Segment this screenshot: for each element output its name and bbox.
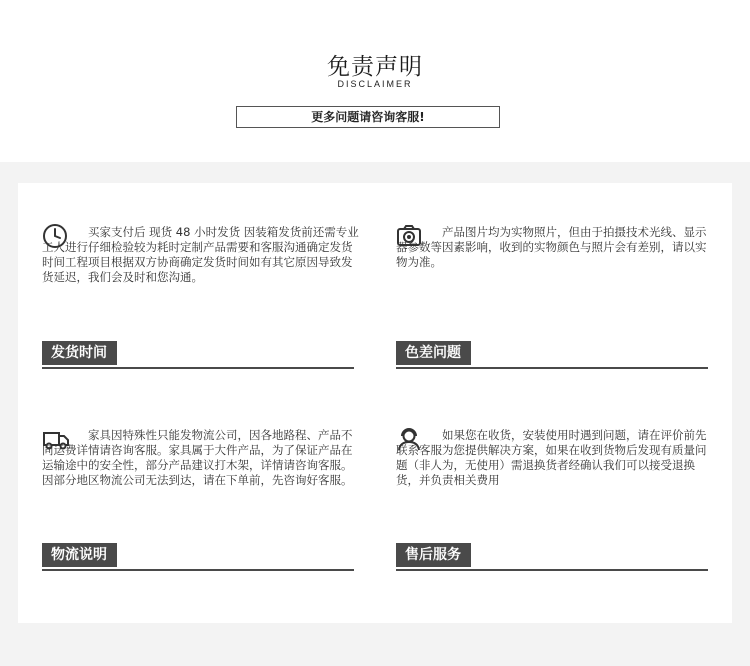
disclaimer-card <box>18 183 732 623</box>
header-area <box>0 0 750 162</box>
divider <box>396 569 708 571</box>
section-label-shipping-time <box>42 341 354 369</box>
page-subtitle: DISCLAIMER <box>337 79 413 89</box>
section-label: 色差问题 <box>396 341 471 365</box>
contact-notice-box: 更多问题请咨询客服! <box>236 106 500 128</box>
divider <box>42 569 354 571</box>
section-text: 买家支付后 现货 48 小时发货 因装箱发货前还需专业工人进行仔细检验较为耗时定制产品需要和客服沟通确定发货时间工程项目根据双方协商确定发货时间如有其它原因导致发货延迟，我们会及时和您沟通。 <box>42 225 359 284</box>
section-label-color-difference <box>396 341 708 369</box>
section-label-logistics <box>42 543 354 571</box>
section-label: 发货时间 <box>42 341 117 365</box>
section-label: 售后服务 <box>396 543 471 567</box>
section-text: 家具因特殊性只能发物流公司，因各地路程、产品不同运费详情请咨询客服。家具属于大件产品，为了保证产品在运输途中的安全性，部分产品建议打木架，详情请咨询客服。因部分地区物流公司无法到达，请在下单前，先咨询好客服。 <box>42 428 353 487</box>
section-label-after-sales <box>396 543 708 571</box>
section-text: 如果您在收货，安装使用时遇到问题，请在评价前先联系客服为您提供解决方案，如果在收到货物后发现有质量问题（非人为，无使用）需退换货者经确认我们可以接受退换货，并负责相关费用 <box>396 428 707 487</box>
divider <box>42 367 354 369</box>
divider <box>396 367 708 369</box>
section-text: 产品图片均为实物照片，但由于拍摄技术光线、显示器参数等因素影响，收到的实物颜色与照片会有差别，请以实物为准。 <box>396 225 707 269</box>
section-label: 物流说明 <box>42 543 117 567</box>
page-title: 免责声明 <box>327 54 423 80</box>
